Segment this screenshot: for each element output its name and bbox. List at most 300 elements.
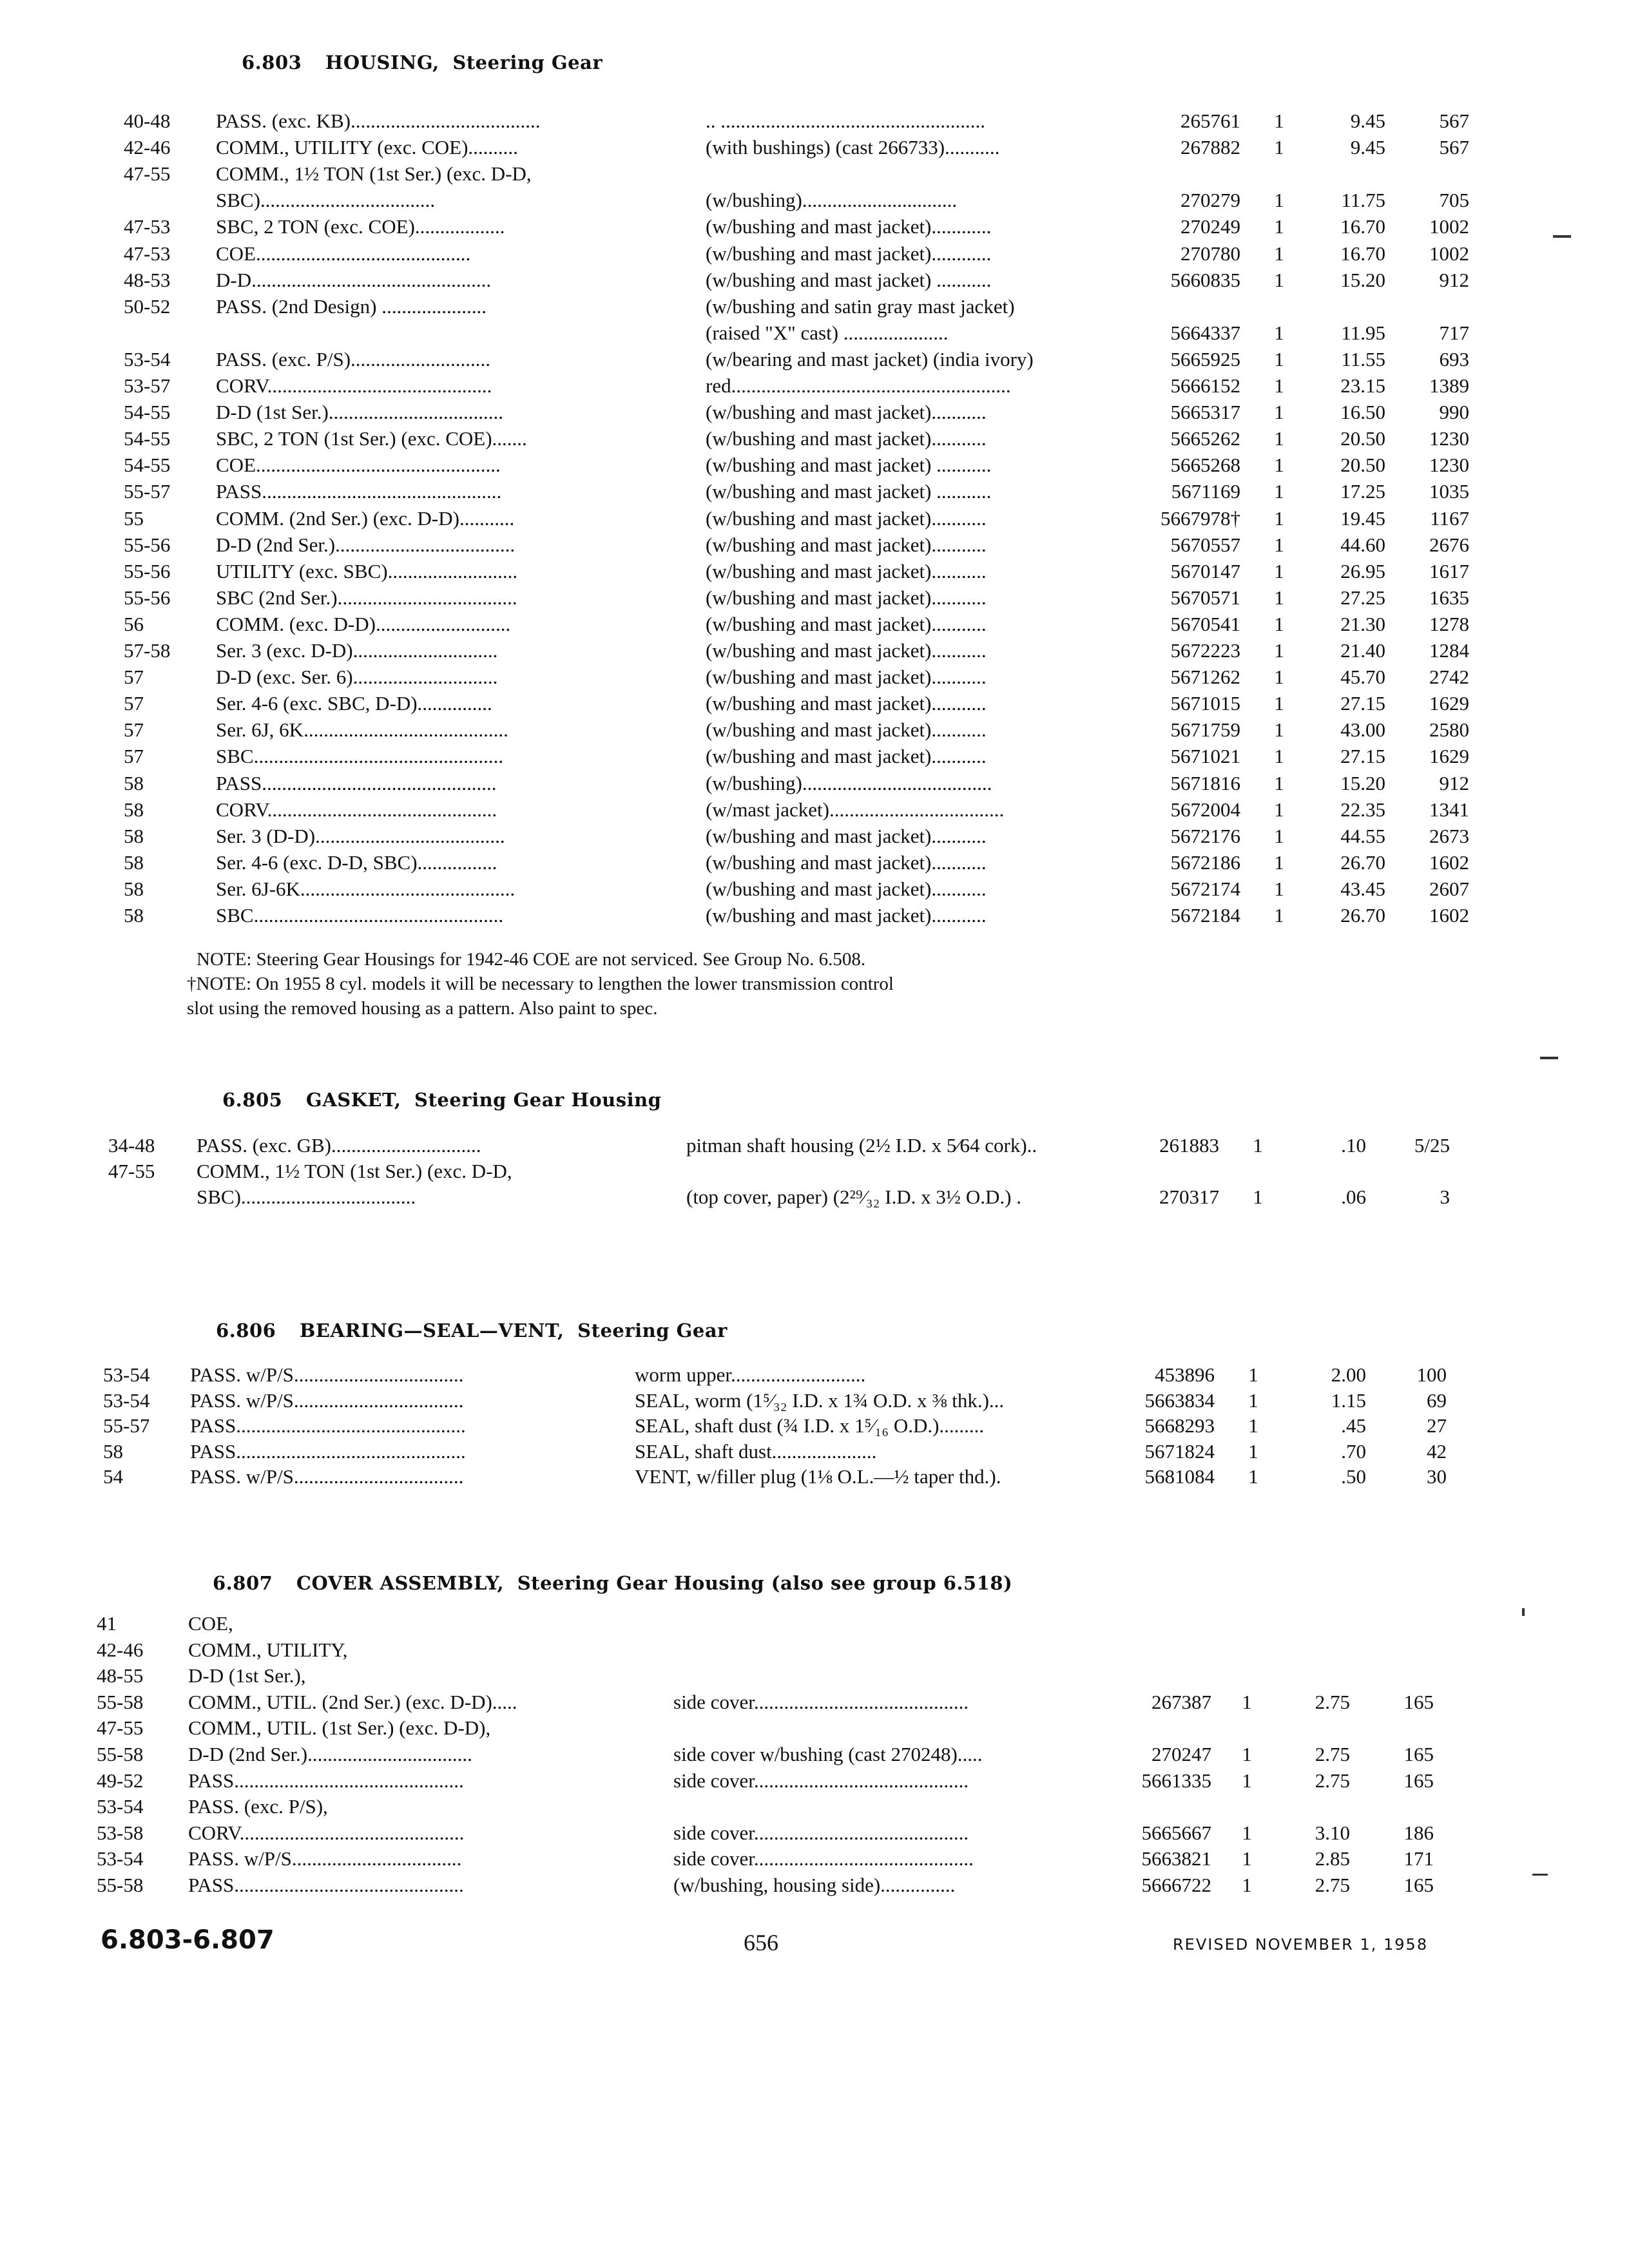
cell-list-price: .50 [1341,1465,1366,1488]
cell-list-price: 16.50 [1340,401,1385,424]
cell-list-price: 15.20 [1340,771,1385,794]
cell-model: COMM. (2nd Ser.) (exc. D-D)........... [216,506,515,530]
cell-model: PASS. w/P/S.................................. [190,1389,464,1412]
cell-catalog-code: 42 [1427,1439,1447,1463]
table-row [0,347,1629,372]
cell-list-price: 26.95 [1340,559,1385,582]
cell-description: (top cover, paper) (2²⁹⁄₃₂ I.D. x 3½ O.D.) . [686,1186,1021,1208]
cell-catalog-code: 705 [1439,189,1469,212]
section-number: 6.806 [216,1320,276,1341]
cell-list-price: .10 [1341,1134,1366,1157]
cell-model: Ser. 4-6 (exc. SBC, D-D)............... [216,692,492,715]
cell-model: PASS. (exc. P/S)............................ [216,347,491,370]
cell-part-number: 5672186 [1170,850,1240,874]
cell-model: PASS. (2nd Design) ..................... [216,294,487,318]
cell-quantity: 1 [1274,824,1284,847]
cell-description: (w/bushing and mast jacket)........... [706,850,987,874]
cell-catalog-code: 1602 [1429,850,1469,874]
section-6807-heading [213,1572,1012,1594]
cell-quantity: 1 [1274,850,1284,874]
cell-catalog-code: 1617 [1429,559,1469,582]
cell-model: CORV............................................. [216,374,492,397]
cell-description: (w/bushing and mast jacket)........... [706,666,987,689]
table-row [0,1637,1629,1663]
cell-quantity: 1 [1274,639,1284,662]
cell-description: (w/bushing)............................... [706,189,958,212]
cell-list-price: 45.70 [1340,666,1385,689]
cell-model: D-D (1st Ser.), [188,1664,306,1687]
cell-description: (w/bearing and mast jacket) (india ivory) [706,347,1034,370]
cell-years: 54-55 [124,454,171,477]
cell-list-price: 21.30 [1340,612,1385,635]
cell-quantity: 1 [1274,506,1284,530]
cell-model: PASS. w/P/S.................................. [188,1847,462,1870]
cell-years: 55-56 [124,586,171,609]
cell-quantity: 1 [1274,136,1284,159]
cell-list-price: 9.45 [1350,136,1385,159]
cell-description: side cover w/bushing (cast 270248)..... [673,1743,983,1765]
cell-model: PASS.............................................. [190,1439,466,1463]
cell-part-number: 5672176 [1170,824,1240,847]
cell-description: (w/bushing)...................................... [706,771,992,794]
table-row [0,1768,1629,1794]
cell-list-price: 43.00 [1340,718,1385,742]
cell-description: SEAL, shaft dust (¾ I.D. x 1⁵⁄₁₆ O.D.)......... [635,1414,985,1437]
cell-years: 57 [124,718,144,742]
cell-catalog-code: 186 [1403,1821,1434,1844]
note-line: slot using the removed housing as a pattern. Also paint to spec. [187,998,658,1019]
cell-part-number: 5663821 [1141,1847,1211,1870]
cell-list-price: 2.75 [1315,1690,1350,1713]
cell-quantity: 1 [1274,559,1284,582]
cell-list-price: .70 [1341,1439,1366,1463]
cell-description: (w/bushing and mast jacket)........... [706,824,987,847]
table-row [0,1663,1629,1689]
cell-model: PASS.............................................. [190,1414,466,1437]
cell-part-number: 270247 [1152,1743,1211,1765]
cell-description: side cover........................................... [673,1821,969,1844]
cell-model: CORV............................................. [188,1821,465,1844]
cell-list-price: 20.50 [1340,454,1385,477]
cell-description: (w/bushing and mast jacket) ........... [706,454,992,477]
cell-description: (w/bushing, housing side)............... [673,1874,956,1896]
section-6805-heading [222,1089,661,1111]
table-row [0,452,1629,478]
table-row [0,1742,1629,1767]
cell-model: SBC, 2 TON (exc. COE).................. [216,215,505,238]
cell-quantity: 1 [1274,189,1284,212]
cell-catalog-code: 165 [1403,1690,1434,1713]
cell-list-price: .06 [1341,1186,1366,1208]
margin-mark [1532,1874,1548,1876]
section-title-caps: GASKET, [305,1089,401,1111]
cell-years: 49-52 [97,1769,144,1792]
table-row [0,241,1629,267]
cell-quantity: 1 [1242,1769,1252,1792]
cell-quantity: 1 [1248,1439,1258,1463]
table-row [0,399,1629,425]
section-6806-heading [216,1320,728,1341]
cell-model: COMM., UTIL. (2nd Ser.) (exc. D-D)..... [188,1690,517,1713]
table-row [0,1362,1629,1388]
cell-part-number: 5671816 [1170,771,1240,794]
table-row [0,823,1629,849]
table-row [0,1388,1629,1414]
cell-model: D-D (1st Ser.)................................... [216,401,504,424]
cell-description: VENT, w/filler plug (1⅛ O.L.—½ taper thd.). [635,1465,1001,1488]
cell-part-number: 5670147 [1170,559,1240,582]
cell-catalog-code: 27 [1427,1414,1447,1437]
cell-list-price: 20.50 [1340,427,1385,450]
cell-list-price: 22.35 [1340,798,1385,821]
cell-years: 48-55 [97,1664,144,1687]
cell-part-number: 5671759 [1170,718,1240,742]
cell-years: 58 [103,1439,123,1463]
cell-years: 58 [124,771,144,794]
section-6803-heading [242,52,602,73]
cell-list-price: 2.75 [1315,1769,1350,1792]
cell-description: (w/bushing and mast jacket) ........... [706,268,992,291]
cell-list-price: 26.70 [1340,904,1385,927]
cell-catalog-code: 1035 [1429,480,1469,503]
cell-description: pitman shaft housing (2½ I.D. x 5⁄64 cork).. [686,1134,1037,1157]
cell-quantity: 1 [1248,1363,1258,1386]
cell-part-number: 5667978† [1161,506,1240,530]
cell-catalog-code: 1284 [1429,639,1469,662]
cell-description: .. ..................................................... [706,110,985,132]
cell-description: (w/bushing and mast jacket)........... [706,745,987,768]
table-row [0,506,1629,532]
margin-mark [1553,235,1571,238]
cell-years: 57 [124,692,144,715]
cell-model: PASS. w/P/S.................................. [190,1363,464,1386]
cell-description: (w/bushing and mast jacket)........... [706,533,987,556]
cell-model: Ser. 4-6 (exc. D-D, SBC)................ [216,850,497,874]
section-number: 6.805 [222,1089,283,1111]
cell-part-number: 270279 [1181,189,1240,212]
cell-part-number: 5671169 [1171,480,1240,503]
cell-model: COMM., UTIL. (1st Ser.) (exc. D-D), [188,1716,491,1740]
cell-catalog-code: 1002 [1429,215,1469,238]
footer-page-number: 656 [744,1930,778,1956]
cell-years: 54 [103,1465,123,1488]
cell-model: D-D (2nd Ser.)................................. [188,1743,472,1765]
cell-model: COMM., 1½ TON (1st Ser.) (exc. D-D, [197,1160,512,1182]
cell-years: 47-53 [124,215,171,238]
cell-part-number: 267387 [1152,1690,1211,1713]
cell-list-price: 21.40 [1340,639,1385,662]
cell-model: PASS................................................ [216,480,502,503]
cell-part-number: 5666722 [1141,1874,1211,1896]
cell-model: PASS............................................... [216,771,497,794]
cell-part-number: 5665667 [1141,1821,1211,1844]
cell-quantity: 1 [1242,1743,1252,1765]
cell-quantity: 1 [1248,1389,1258,1412]
cell-catalog-code: 2742 [1429,666,1469,689]
cell-list-price: 17.25 [1340,480,1385,503]
cell-quantity: 1 [1274,347,1284,370]
cell-part-number: 5671015 [1170,692,1240,715]
cell-quantity: 1 [1242,1821,1252,1844]
cell-catalog-code: 3 [1440,1186,1450,1208]
cell-part-number: 5663834 [1144,1389,1215,1412]
cell-years: 58 [124,877,144,900]
cell-list-price: 16.70 [1340,215,1385,238]
cell-part-number: 5665262 [1170,427,1240,450]
cell-description: SEAL, worm (1⁵⁄₃₂ I.D. x 1¾ O.D. x ⅜ thk.)... [635,1389,1005,1412]
cell-years: 47-53 [124,242,171,265]
cell-quantity: 1 [1274,374,1284,397]
cell-description: side cover............................................ [673,1847,974,1870]
cell-years: 56 [124,612,144,635]
cell-catalog-code: 1635 [1429,586,1469,609]
table-row [0,1689,1629,1715]
cell-years: 53-54 [103,1389,150,1412]
cell-quantity: 1 [1248,1465,1258,1488]
cell-quantity: 1 [1274,745,1284,768]
table-row [0,1158,1629,1184]
cell-catalog-code: 1629 [1429,692,1469,715]
cell-quantity: 1 [1274,427,1284,450]
cell-model: COMM., UTILITY (exc. COE).......... [216,136,518,159]
cell-model: COMM. (exc. D-D)........................... [216,612,511,635]
cell-catalog-code: 717 [1439,321,1469,344]
cell-years: 53-54 [97,1847,144,1870]
table-row [0,1413,1629,1439]
cell-model: Ser. 3 (D-D)...................................... [216,824,505,847]
cell-catalog-code: 165 [1403,1769,1434,1792]
cell-model: PASS. w/P/S.................................. [190,1465,464,1488]
cell-catalog-code: 165 [1403,1743,1434,1765]
cell-model: PASS. (exc. KB)...................................... [216,110,541,132]
cell-years: 55-57 [124,480,171,503]
margin-mark [1540,1057,1558,1059]
cell-description: worm upper........................... [635,1363,866,1386]
cell-list-price: 27.15 [1340,745,1385,768]
table-row [0,108,1629,134]
cell-years: 40-48 [124,110,171,132]
table-row [0,1872,1629,1898]
cell-years: 47-55 [108,1160,155,1182]
cell-part-number: 5664337 [1170,321,1240,344]
cell-part-number: 5665317 [1170,401,1240,424]
cell-model: COE................................................. [216,454,501,477]
cell-quantity: 1 [1274,718,1284,742]
cell-quantity: 1 [1274,586,1284,609]
cell-model: PASS. (exc. P/S), [188,1795,328,1818]
cell-catalog-code: 1002 [1429,242,1469,265]
footer-section-range: 6.803-6.807 [101,1925,275,1955]
cell-model: D-D (exc. Ser. 6)............................. [216,666,498,689]
table-row [0,1794,1629,1820]
cell-years: 55-56 [124,559,171,582]
cell-catalog-code: 30 [1427,1465,1447,1488]
cell-model: COE........................................... [216,242,471,265]
cell-part-number: 453896 [1155,1363,1215,1386]
cell-catalog-code: 165 [1403,1874,1434,1896]
cell-quantity: 1 [1274,480,1284,503]
cell-quantity: 1 [1242,1690,1252,1713]
cell-list-price: 2.85 [1315,1847,1350,1870]
table-row [0,135,1629,160]
cell-catalog-code: 1167 [1430,506,1469,530]
cell-description: (w/bushing and mast jacket)........... [706,692,987,715]
cell-years: 41 [97,1612,117,1635]
table-row [0,373,1629,399]
cell-list-price: 27.15 [1340,692,1385,715]
cell-list-price: 43.45 [1340,877,1385,900]
cell-part-number: 5668293 [1144,1414,1215,1437]
cell-model: CORV.............................................. [216,798,497,821]
cell-list-price: 26.70 [1340,850,1385,874]
cell-quantity: 1 [1253,1134,1263,1157]
cell-description: (w/bushing and mast jacket)........... [706,612,987,635]
cell-description: (w/bushing and mast jacket)........... [706,904,987,927]
table-row [0,611,1629,637]
table-row [0,1464,1629,1490]
cell-years: 47-55 [124,162,171,186]
footer-revised-date: REVISED NOVEMBER 1, 1958 [1173,1936,1429,1954]
cell-model: PASS. (exc. GB).............................. [197,1134,481,1157]
cell-description: (w/bushing and mast jacket)............ [706,242,992,265]
cell-model: SBC.................................................. [216,904,504,927]
table-row [0,1846,1629,1872]
table-row [0,771,1629,796]
cell-quantity: 1 [1274,771,1284,794]
cell-catalog-code: 69 [1427,1389,1447,1412]
cell-catalog-code: 2673 [1429,824,1469,847]
cell-part-number: 267882 [1181,136,1240,159]
cell-model: COMM., 1½ TON (1st Ser.) (exc. D-D, [216,162,532,186]
table-row [0,1715,1629,1741]
cell-description: (w/bushing and mast jacket)........... [706,877,987,900]
cell-years: 58 [124,798,144,821]
cell-quantity: 1 [1274,533,1284,556]
cell-years: 58 [124,824,144,847]
cell-part-number: 5666152 [1170,374,1240,397]
cell-years: 53-57 [124,374,171,397]
cell-catalog-code: 100 [1416,1363,1447,1386]
cell-model: COMM., UTILITY, [188,1638,348,1661]
cell-years: 55-58 [97,1743,144,1765]
cell-catalog-code: 990 [1439,401,1469,424]
table-row [0,559,1629,584]
cell-years: 57-58 [124,639,171,662]
cell-description: (w/bushing and mast jacket)........... [706,427,987,450]
cell-years: 58 [124,850,144,874]
table-row [0,638,1629,664]
cell-description: (with bushings) (cast 266733)........... [706,136,1000,159]
cell-list-price: 16.70 [1340,242,1385,265]
cell-years: 42-46 [97,1638,144,1661]
cell-list-price: 23.15 [1340,374,1385,397]
cell-part-number: 5681084 [1144,1465,1215,1488]
cell-years: 54-55 [124,401,171,424]
cell-model: Ser. 3 (exc. D-D)............................. [216,639,498,662]
cell-description: (w/mast jacket)................................... [706,798,1005,821]
table-row [0,426,1629,452]
cell-years: 42-46 [124,136,171,159]
cell-catalog-code: 5/25 [1414,1134,1450,1157]
table-row [0,850,1629,876]
cell-list-price: 44.55 [1340,824,1385,847]
cell-years: 47-55 [97,1716,144,1740]
cell-model: D-D................................................ [216,268,492,291]
cell-quantity: 1 [1274,321,1284,344]
cell-part-number: 5665925 [1170,347,1240,370]
cell-catalog-code: 1230 [1429,427,1469,450]
section-title-rest: Steering Gear [577,1320,728,1341]
note-line: NOTE: Steering Gear Housings for 1942-46 COE are not serviced. See Group No. 6.508. [197,949,866,970]
cell-quantity: 1 [1253,1186,1263,1208]
cell-description: (w/bushing and mast jacket)........... [706,506,987,530]
cell-quantity: 1 [1274,242,1284,265]
cell-list-price: 2.75 [1315,1874,1350,1896]
cell-description: (w/bushing and mast jacket)........... [706,559,987,582]
cell-description: (raised "X" cast) ..................... [706,321,949,344]
cell-quantity: 1 [1274,268,1284,291]
cell-catalog-code: 1230 [1429,454,1469,477]
table-row [0,479,1629,505]
table-row [0,664,1629,690]
cell-quantity: 1 [1274,215,1284,238]
cell-quantity: 1 [1242,1847,1252,1870]
cell-model: PASS.............................................. [188,1769,464,1792]
cell-model: D-D (2nd Ser.).................................... [216,533,516,556]
cell-model: SBC.................................................. [216,745,504,768]
cell-years: 53-54 [124,347,171,370]
table-row [0,161,1629,187]
cell-part-number: 5672184 [1170,904,1240,927]
cell-part-number: 5672004 [1170,798,1240,821]
cell-description: (w/bushing and satin gray mast jacket) [706,294,1015,318]
cell-years: 55 [124,506,144,530]
cell-model: PASS.............................................. [188,1874,464,1896]
cell-part-number: 270249 [1181,215,1240,238]
cell-model: SBC (2nd Ser.).................................... [216,586,517,609]
cell-part-number: 270317 [1159,1186,1219,1208]
cell-description: (w/bushing and mast jacket)........... [706,401,987,424]
cell-catalog-code: 912 [1439,771,1469,794]
cell-years: 57 [124,666,144,689]
cell-model: Ser. 6J, 6K......................................... [216,718,508,742]
section-title-rest: Steering Gear [452,52,603,73]
cell-description: (w/bushing and mast jacket)........... [706,639,987,662]
cell-part-number: 5670557 [1170,533,1240,556]
cell-part-number: 265761 [1181,110,1240,132]
table-row [0,267,1629,293]
table-row [0,1611,1629,1637]
table-row [0,717,1629,743]
cell-years: 53-58 [97,1821,144,1844]
cell-part-number: 261883 [1159,1134,1219,1157]
table-row [0,876,1629,902]
cell-list-price: 44.60 [1340,533,1385,556]
table-row [0,294,1629,320]
cell-years: 53-54 [103,1363,150,1386]
margin-mark [1522,1608,1525,1616]
cell-model: SBC)................................... [216,189,436,212]
table-row [0,214,1629,240]
cell-description: (w/bushing and mast jacket)............ [706,215,992,238]
cell-list-price: .45 [1341,1414,1366,1437]
cell-list-price: 1.15 [1331,1389,1366,1412]
cell-list-price: 11.55 [1341,347,1385,370]
cell-list-price: 19.45 [1340,506,1385,530]
cell-description: side cover........................................... [673,1769,969,1792]
cell-part-number: 5661335 [1141,1769,1211,1792]
cell-model: SBC, 2 TON (1st Ser.) (exc. COE)....... [216,427,527,450]
